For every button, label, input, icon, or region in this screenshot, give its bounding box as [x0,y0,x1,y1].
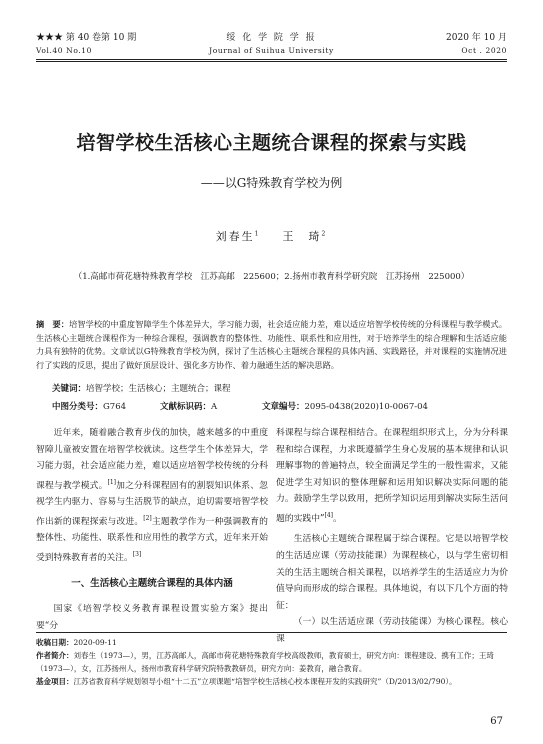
abstract-label: 摘 要： [36,319,70,329]
affiliation: （1.高邮市荷花塘特殊教育学校 江苏高邮 225600；2.扬州市教育科学研究院 江苏扬州 225000） [73,272,470,282]
body-paragraph: 国家《培智学校义务教育课程设置实验方案》提出要“分 [36,604,268,631]
header-center-en: Journal of Suihua University [209,46,334,55]
body-paragraph: 近年来，随着融合教育步伐的加快，越来越多的中重度智障儿童被安置在培智学校就读。这些学生个体差异大，学习能力弱，社会适应能力差，难以适应培智学校传统的分科课程与教学模式。[1]加之分科课程固有的割裂知识体系、忽视学生内驱力、容易与生活脱节的缺点，迫切需要培智学校作出新的课程探索与改进。[2]主题教学作为一种强调教育的整体性、功能性、联系性和应用性的教学方式，近年来开始受到特殊教育者的关注。[3] [36,428,268,563]
page-number: 67 [490,716,503,727]
author-2-sup: 2 [321,230,328,238]
section-heading: 一、生活核心主题统合课程的具体内涵 [71,577,233,589]
header-left-cn: ★★★ 第 40 卷第 10 期 [36,33,137,43]
citation: [2] [143,514,152,522]
footnotes [36,636,507,688]
citation: [3] [132,551,142,558]
body-left-column [36,425,268,634]
body-paragraph: （一）以生活适应课（劳动技能课）为核心课程。核心课 [276,617,508,645]
author-1: 刘春生 [215,230,255,243]
article-title: 培智学校生活核心主题统合课程的探索与实践 [76,132,467,154]
footnote-rule [36,632,507,633]
keywords [52,382,231,394]
keywords-text: 培智学校；生活核心；主题统合；课程 [86,384,231,394]
header-right-en: Oct . 2020 [461,46,507,55]
header-left-en: Vol.40 No.10 [36,46,93,55]
received-date: 收稿日期：2020-09-11 [36,638,117,647]
abstract-text: 培智学校的中重度智障学生个体差异大，学习能力弱，社会适应能力差，难以适应培智学校传统的分科课程与教学模式。生活核心主题统合课程作为一种综合课程，强调教育的整体性、功能性、联系性和应用性，对于培养学生的综合理解和生活适应能力具有独特的优势。文章试以G特殊教育学校为例，探讨了生活核心主题统合课程的具体内涵、实践路径，并对课程的实施情况进行了实践的反思，提出了做好顶层设计、强化多方协作、着力融通生活的解决思路。 [36,319,507,370]
document-code: 文献标识码：A [160,402,218,412]
author-1-sup: 1 [254,230,261,238]
body-paragraph: 科课程与综合课程相结合。在课程组织形式上，分为分科课程和综合课程，力求既遵循学生身心发展的基本规律和认识理解事物的普遍特点，较全面满足学生的一般性需求，又能促进学生对知识的整体理解和运用知识解决实际问题的能力。鼓励学生学以致用，把所学知识运用到解决实际生活问题的实践中”[4]。 [276,428,508,524]
citation: [4] [324,511,333,519]
header-right-cn: 2020 年 10 月 [446,33,507,43]
fund-project: 基金项目：江苏省教育科学规划领导小组“十二五”立项课题“培智学校生活核心校本课程开发的实践研究”（D/2013/02/790）。 [36,677,457,686]
author-line [0,228,543,244]
header-center-cn: 绥 化 学 院 学 报 [226,33,317,43]
body-paragraph: 生活核心主题统合课程属于综合课程。它是以培智学校的生活适应课（劳动技能课）为课程核心，以与学生密切相关的生活主题统合相关课程，以培养学生的生活适应力为价值导向而形成的综合课程。具体地说，有以下几个方面的特征： [276,534,508,611]
abstract [36,318,507,372]
body-right-column [276,425,508,648]
star-icon: ★★★ [36,33,66,43]
article-subtitle: ——以G特殊教育学校为例 [200,176,343,190]
header-rule-thin [36,61,507,62]
keywords-label: 关键词： [52,384,87,394]
citation: [1] [107,478,117,486]
author-bio: 作者简介：刘春生（1973—），男，江苏高邮人，高邮市荷花塘特殊教育学校高级教师，教育硕士，研究方向：课程建设、携有工作；王琦（1973—），女，江苏扬州人，扬州市教育科学研究院特教教研员，研究方向：姜教育，融合教育。 [36,651,494,673]
author-2: 王 琦 [282,230,322,243]
article-number: 文章编号：2095-0438(2020)10-0067-04 [262,402,428,412]
clc-number: 中图分类号：G764 [52,402,127,412]
header-rule [36,59,507,60]
